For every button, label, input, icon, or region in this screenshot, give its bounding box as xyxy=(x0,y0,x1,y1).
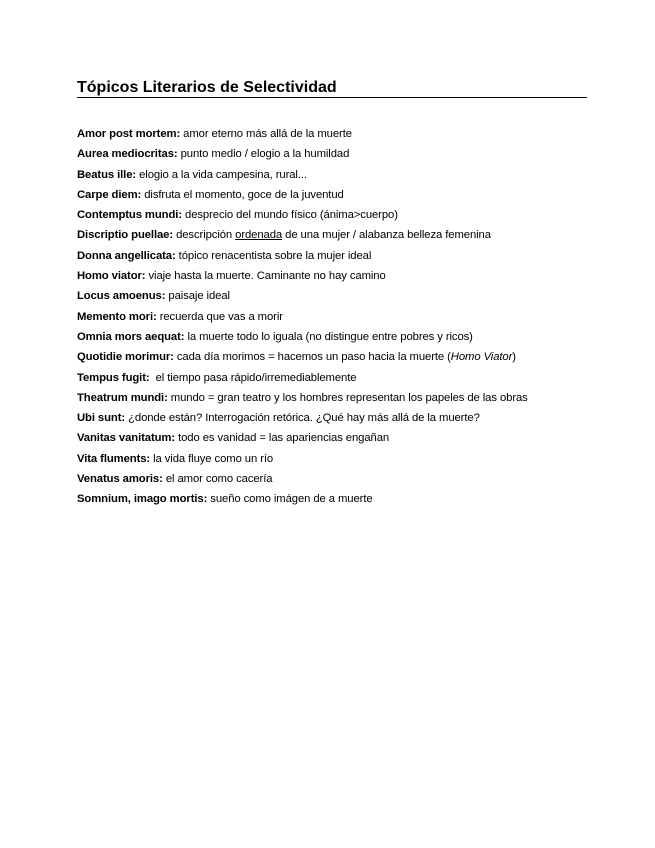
topic-entry xyxy=(77,225,597,245)
topic-entry xyxy=(77,368,597,388)
topic-definition: sueño como imágen de a muerte xyxy=(207,493,373,506)
topic-term: Amor post mortem: xyxy=(77,128,181,140)
topic-term: Discriptio puellae: xyxy=(77,229,174,242)
topic-list xyxy=(77,124,597,510)
topic-definition-italic: Homo Viator xyxy=(450,351,513,364)
topic-entry xyxy=(77,327,597,347)
topic-definition: el amor como cacería xyxy=(162,473,273,486)
topic-entry xyxy=(77,408,597,428)
topic-definition-underlined: ordenada xyxy=(235,229,283,242)
topic-term: Vanitas vanitatum: xyxy=(77,432,176,445)
topic-entry xyxy=(77,185,597,205)
topic-entry xyxy=(77,489,597,509)
topic-term: Vita fluments: xyxy=(77,452,151,465)
topic-entry xyxy=(77,144,597,164)
topic-definition: elogio a la vida campesina, rural... xyxy=(136,168,307,181)
topic-term: Venatus amoris: xyxy=(77,473,163,486)
topic-term: Memento mori: xyxy=(77,310,157,323)
topic-entry xyxy=(77,307,597,327)
topic-definition: la muerte todo lo iguala (no distingue entre pobres y ricos) xyxy=(184,330,473,343)
topic-entry xyxy=(77,165,597,185)
topic-term: Ubi sunt: xyxy=(77,412,126,425)
topic-definition-end: ) xyxy=(512,351,516,364)
topic-entry xyxy=(77,388,597,408)
topic-definition: mundo = gran teatro y los hombres representan los papeles de las obras xyxy=(167,391,528,404)
topic-term: Beatus ille: xyxy=(77,168,137,181)
topic-entry xyxy=(77,428,597,448)
topic-term: Aurea mediocritas: xyxy=(77,148,178,161)
topic-definition: paisaje ideal xyxy=(165,290,230,303)
topic-term: Quotidie morimur: xyxy=(77,351,174,364)
topic-definition: ¿donde están? Interrogación retórica. ¿Qué hay más allá de la muerte? xyxy=(125,412,480,425)
topic-definition: viaje hasta la muerte. Caminante no hay camino xyxy=(145,270,386,283)
topic-term: Somnium, imago mortis: xyxy=(77,493,208,506)
topic-term: Carpe diem: xyxy=(77,188,142,201)
topic-entry xyxy=(77,124,597,144)
topic-definition: disfruta el momento, goce de la juventud xyxy=(141,188,344,201)
topic-definition: tópico renacentista sobre la mujer ideal xyxy=(175,249,372,262)
topic-entry xyxy=(77,266,597,286)
topic-term: Locus amoenus: xyxy=(77,290,166,303)
topic-entry xyxy=(77,205,597,225)
topic-entry xyxy=(77,449,597,469)
topic-entry xyxy=(77,286,597,306)
topic-term: Contemptus mundi: xyxy=(77,209,182,222)
topic-entry xyxy=(77,347,597,367)
topic-definition: punto medio / elogio a la humildad xyxy=(177,148,350,161)
topic-definition: recuerda que vas a morir xyxy=(156,310,283,323)
topic-definition: amor eterno más allá de la muerte xyxy=(180,128,352,140)
topic-term: Omnia mors aequat: xyxy=(77,330,185,343)
topic-definition: la vida fluye como un río xyxy=(150,452,274,465)
topic-definition-end: de una mujer / alabanza belleza femenina xyxy=(282,229,491,242)
topic-definition-start: cada día morimos = hacemos un paso hacia la muerte ( xyxy=(173,351,451,364)
topic-definition: todo es vanidad = las apariencias engañan xyxy=(175,432,390,445)
topic-term: Homo viator: xyxy=(77,270,146,283)
topic-definition: desprecio del mundo físico (ánima>cuerpo) xyxy=(181,209,398,222)
topic-term: Donna angellicata: xyxy=(77,249,176,262)
topic-entry xyxy=(77,469,597,489)
document-title xyxy=(77,78,587,98)
topic-term: Theatrum mundi: xyxy=(77,391,168,404)
topic-definition-start: descripción xyxy=(173,229,236,242)
topic-definition: el tiempo pasa rápido/irremediablemente xyxy=(149,371,357,384)
topic-entry xyxy=(77,246,597,266)
document-title-text: Tópicos Literarios de Selectividad xyxy=(77,79,337,96)
topic-term: Tempus fugit: xyxy=(77,371,150,384)
